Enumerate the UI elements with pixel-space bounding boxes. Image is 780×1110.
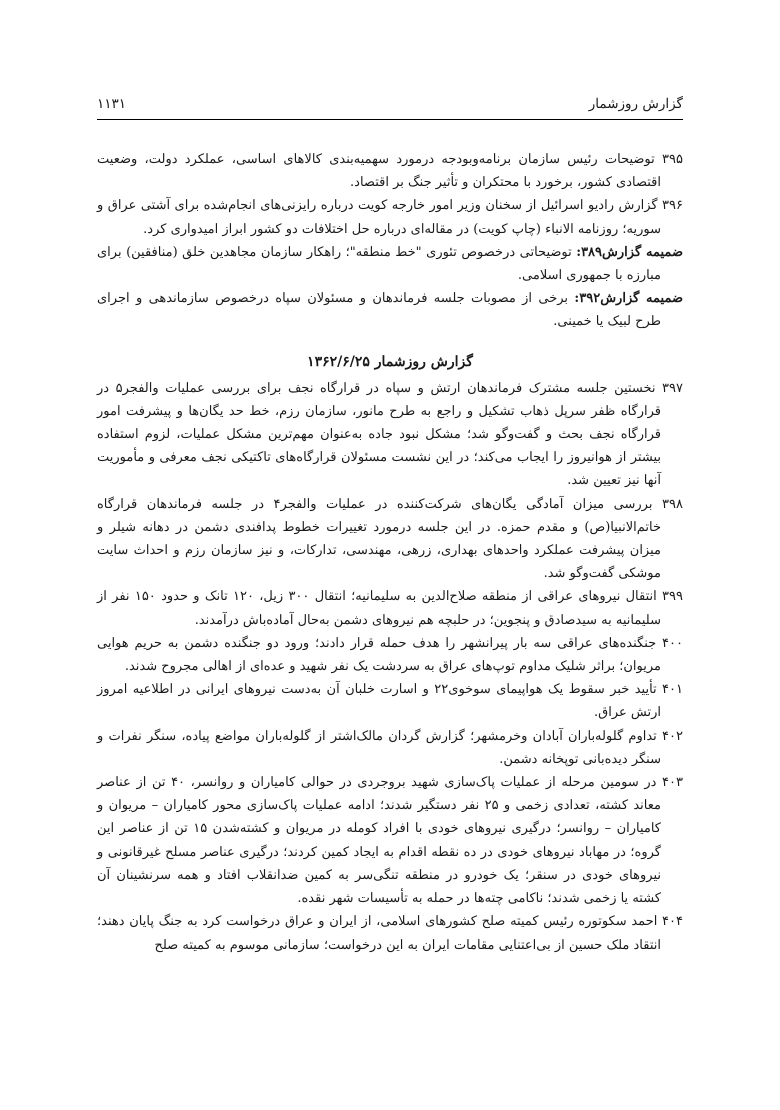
entry-text: بررسی میزان آمادگی یگان‌های شرکت‌کننده در عملیات والفجر۴ در جلسه فرماندهان قرارگاه خاتم‌الانبیا(ص) و مقدم حمزه. در این جلسه درمورد تغییرات خطوط پدافندی دشمن در دهانه شیلر و میزان پیشرفت عملکرد واحدهای بهداری، زرهی، مهندسی، تدارکات، و نیز سازمان رزم و احداث سایت موشکی گفت‌وگو شد. (97, 496, 661, 582)
entries-before (97, 148, 683, 334)
report-entry (97, 377, 683, 493)
entry-text: توضیحاتی درخصوص تئوری "خط منطقه"؛ راهکار سازمان مجاهدین خلق (منافقین) برای مبارزه با جمهوری اسلامی. (97, 244, 661, 284)
entry-text: تأیید خبر سقوط یک هواپیمای سوخوی۲۲ و اسارت خلبان آن به‌دست نیروهای ایرانی در اطلاعیه امروز ارتش عراق. (97, 682, 661, 721)
appendix-label: ضمیمه گزارش۳۹۲: (574, 291, 684, 307)
report-entry (97, 725, 683, 771)
report-entry (97, 585, 683, 631)
report-entry (97, 493, 683, 586)
report-entry (97, 910, 683, 956)
entry-text: انتقال نیروهای عراقی از منطقه صلاح‌الدین به سلیمانیه؛ انتقال ۳۰۰ زیل، ۱۲۰ تانک و حدود ۱۵۰ نفر از سلیمانیه به سیدصادق و پنجوین؛ در حلبچه هم نیروهای دشمن به‌حال آماده‌باش درآمدند. (97, 589, 661, 628)
entry-number: ۳۹۷ (662, 380, 683, 396)
entries-after (97, 377, 683, 957)
entry-number: ۳۹۹ (662, 589, 683, 605)
page-body (97, 148, 683, 957)
header-rule (97, 119, 683, 120)
entry-text: در سومین مرحله از عملیات پاک‌سازی شهید بروجردی در حوالی کامیاران و روانسر، ۴۰ تن از عناصر معاند کشته، تعدادی زخمی و ۲۵ نفر دستگیر شدند؛ ادامه عملیات پاک‌سازی محور کامیاران – مریوان و کامیاران – روانسر؛ درگیری نیروهای خودی با افراد کومله در مریوان و کشته‌شدن ۱۵ تن از عناصر این گروه؛ در مهاباد نیروهای خودی در ده نقطه اقدام به ایجاد کمین کردند؛ درگیری عناصر مسلح غیرقانونی و نیروهای خودی در سنقر؛ یک خودرو در منطقه تنگی‌سر به کمین ضدانقلاب افتاد و همه سرنشینان آن کشته یا زخمی شدند؛ ناکامی چته‌ها در حمله به تأسیسات شهر نقده. (97, 775, 661, 907)
entry-text: توضیحات رئیس سازمان برنامه‌وبودجه درمورد سهمیه‌بندی کالاهای اساسی، عملکرد دولت، وضعیت اقتصادی کشور، برخورد با محتکران و تأثیر جنگ بر اقتصاد. (97, 152, 661, 191)
entry-text: گزارش رادیو اسرائیل از سخنان وزیر امور خارجه کویت درباره رایزنی‌های انجام‌شده برای آشتی عراق و سوریه؛ روزنامه الانباء (چاپ کویت) در مقاله‌ای درباره حل اختلافات دو کشور ابراز امیدواری کرد. (97, 198, 661, 237)
report-entry (97, 632, 683, 678)
entry-number: ۴۰۱ (662, 682, 683, 698)
report-entry (97, 148, 683, 194)
entry-text: تداوم گلوله‌باران آبادان وخرمشهر؛ گزارش گردان مالک‌اشتر از گلوله‌باران مواضع پیاده، سنگر نفرات و سنگر دیده‌بانی توپخانه دشمن. (97, 728, 661, 767)
entry-text: نخستین جلسه مشترک فرماندهان ارتش و سپاه در قرارگاه نجف برای بررسی عملیات والفجر۵ در قرارگاه ظفر سرپل ذهاب تشکیل و راجع به طرح مانور، سازمان رزم، خط حد یگان‌ها و پیشرفت امور قرارگاه نجف بحث و گفت‌وگو شد؛ مشکل نبود جاده به‌عنوان مهم‌ترین مشکل عملیات، لزوم استفاده بیشتر از هوانیروز را ایجاب می‌کند؛ در این نشست مسئولان قرارگاه‌های تاکتیکی نجف معرفی و مأموریت آنها نیز تعیین شد. (97, 380, 661, 489)
page-number: ۱۱۳۱ (97, 96, 127, 112)
appendix-label: ضمیمه گزارش۳۸۹: (576, 244, 683, 260)
report-entry (97, 194, 683, 240)
section-heading: گزارش روزشمار ۱۳۶۲/۶/۲۵ (307, 353, 473, 370)
running-title: گزارش روزشمار (588, 96, 683, 112)
entry-number: ۴۰۳ (662, 775, 683, 791)
entry-number: ۴۰۲ (662, 728, 683, 744)
entry-number: ۴۰۴ (662, 914, 683, 930)
entry-number: ۳۹۵ (662, 152, 683, 167)
report-entry (97, 241, 683, 287)
entry-text: جنگنده‌های عراقی سه بار پیرانشهر را هدف حمله قرار دادند؛ ورود دو جنگنده دشمن به حریم هوایی مریوان؛ براثر شلیک مداوم توپ‌های عراق به سردشت یک نفر شهید و عده‌ای از اهالی مجروح شدند. (97, 635, 661, 675)
page-header (97, 92, 683, 116)
entry-text: برخی از مصوبات جلسه فرماندهان و مسئولان سپاه درخصوص سازماندهی و اجرای طرح لبیک یا خمینی. (97, 291, 661, 330)
entry-number: ۳۹۶ (662, 198, 683, 214)
entry-number: ۴۰۰ (662, 635, 683, 651)
report-entry (97, 678, 683, 724)
entry-number: ۳۹۸ (662, 496, 683, 512)
report-entry (97, 771, 683, 910)
entry-text: احمد سکوتوره رئیس کمیته صلح کشورهای اسلامی، از ایران و عراق درخواست کرد به جنگ پایان دهند؛ انتقاد ملک حسین از بی‌اعتنایی مقامات ایران به این درخواست؛ سازمانی موسوم به کمیته صلح (97, 914, 661, 953)
report-entry (97, 287, 683, 333)
